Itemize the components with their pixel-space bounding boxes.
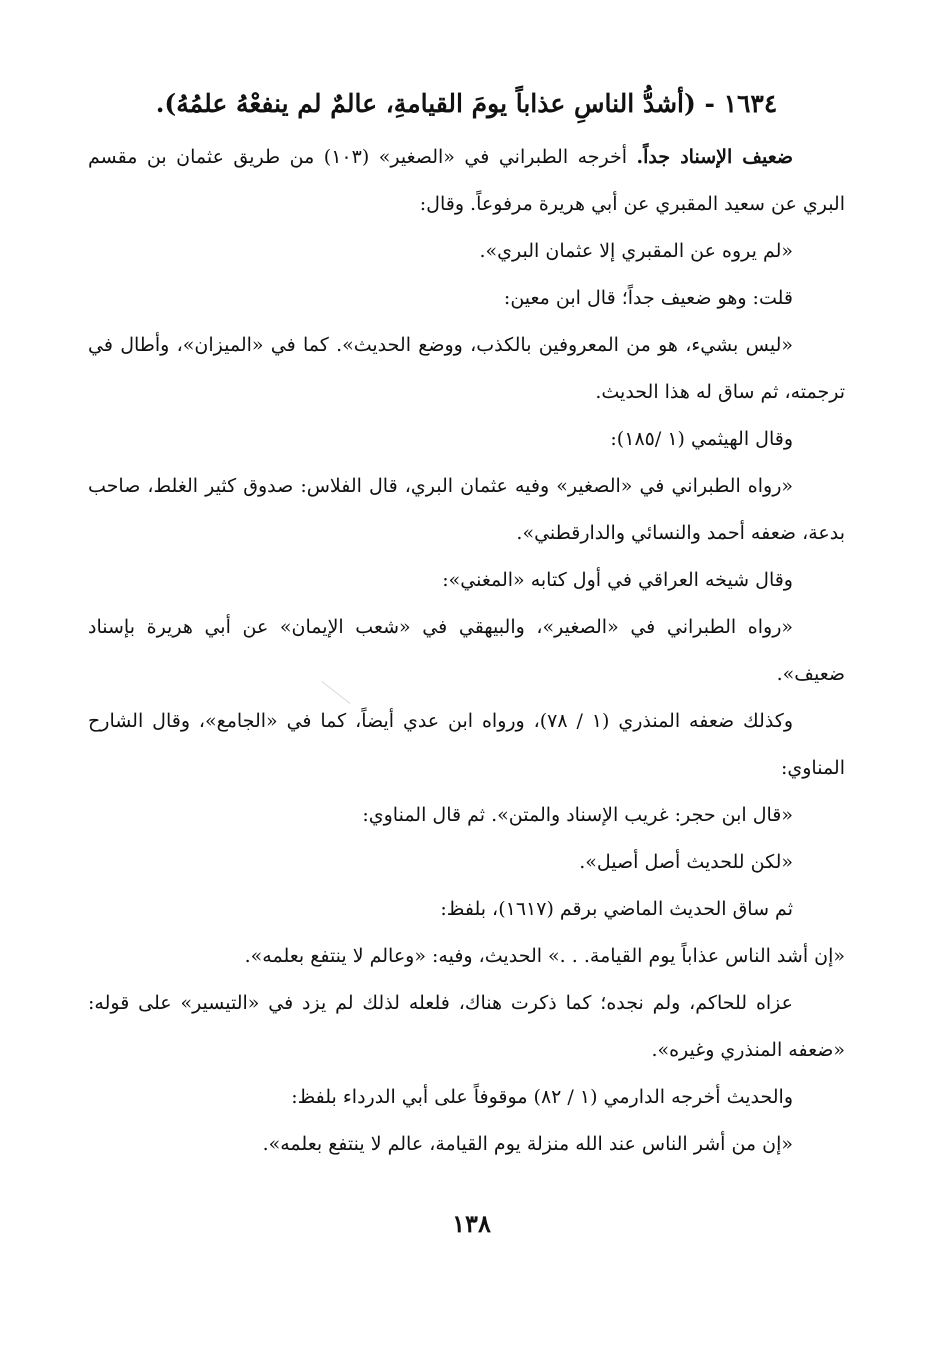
paragraph-1-text: أخرجه الطبراني في «الصغير» (١٠٣) من طريق عثمان بن مقسم البري عن سعيد المقبري عن أبي هريرة مرفوعاً. وقال: [88, 146, 845, 215]
paragraph-13: «إن أشد الناس عذاباً يوم القيامة. . .» الحديث، وفيه: «وعالم لا ينتفع بعلمه». [244, 945, 845, 967]
paragraph-6: «رواه الطبراني في «الصغير» وفيه عثمان البري، قال الفلاس: صدوق كثير الغلط، صاحب بدعة، ضعفه أحمد والنسائي والدارقطني». [88, 475, 845, 544]
paragraph-16: «إن من أشر الناس عند الله منزلة يوم القيامة، عالم لا ينتفع بعلمه». [262, 1133, 793, 1155]
page-content [88, 78, 845, 1168]
paragraph-14: عزاه للحاكم، ولم نجده؛ كما ذكرت هناك، فلعله لذلك لم يزد في «التيسير» على قوله: «ضعفه المنذري وغيره». [88, 992, 845, 1061]
paragraph-8: «رواه الطبراني في «الصغير»، والبيهقي في «شعب الإيمان» عن أبي هريرة بإسناد ضعيف». [88, 616, 845, 685]
paragraph-11: «لكن للحديث أصل أصيل». [579, 851, 793, 873]
paragraph-3: قلت: وهو ضعيف جداً؛ قال ابن معين: [503, 287, 793, 309]
paragraph-10: «قال ابن حجر: غريب الإسناد والمتن». ثم قال المناوي: [362, 804, 793, 826]
paragraph-12: ثم ساق الحديث الماضي برقم (١٦١٧)، بلفظ: [440, 898, 793, 920]
paragraph-7: وقال شيخه العراقي في أول كتابه «المغني»: [442, 569, 793, 591]
paragraph-4: «ليس بشيء، هو من المعروفين بالكذب، ووضع الحديث». كما في «الميزان»، وأطال في ترجمته، ثم ساق له هذا الحديث. [88, 334, 845, 403]
hadith-title: ١٦٣٤ - (أشدُّ الناسِ عذاباً يومَ القيامةِ، عالمٌ لم ينفعْهُ علمُهُ). [155, 89, 778, 118]
paragraph-5: وقال الهيثمي (١ /١٨٥): [610, 428, 793, 450]
grading-lead: ضعيف الإسناد جداً. [636, 146, 794, 168]
paragraph-1 [88, 134, 845, 228]
paragraph-9: وكذلك ضعفه المنذري (١ / ٧٨)، ورواه ابن عدي أيضاً، كما في «الجامع»، وقال الشارح المناوي: [88, 710, 845, 779]
page-number: ١٣٨ [452, 1209, 491, 1238]
paragraph-2: «لم يروه عن المقبري إلا عثمان البري». [479, 240, 793, 262]
paragraph-15: والحديث أخرجه الدارمي (١ / ٨٢) موقوفاً على أبي الدرداء بلفظ: [291, 1086, 793, 1108]
